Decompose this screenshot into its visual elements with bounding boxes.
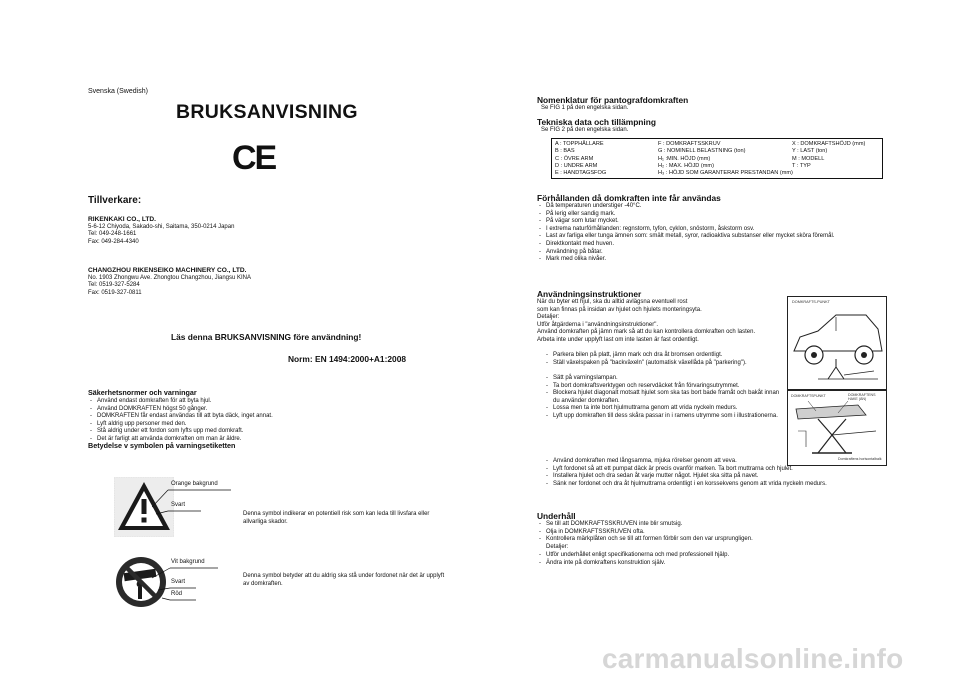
paragraph: När du byter ett hjul, ska du alltid avlägsna eventuell rost xyxy=(537,299,688,305)
symbol2-fg-label: Svart xyxy=(171,579,186,585)
maintenance-list-2 xyxy=(537,552,877,567)
table-row xyxy=(552,139,868,148)
company1-block xyxy=(88,216,368,246)
maintenance-heading: Underhåll xyxy=(537,511,576,521)
figure-label: DOMKRAFTS-PUNKT xyxy=(792,300,830,304)
table-row xyxy=(552,170,868,178)
table-row xyxy=(552,148,868,155)
instructions-sublist xyxy=(537,352,777,367)
tech-ref: Se FIG 2 på den engelska sidan. xyxy=(541,127,629,133)
nomenclature-heading: Nomenklatur för pantografdomkraften xyxy=(537,95,689,105)
list-item: - Lyft aldrig upp personer med den. xyxy=(88,421,418,429)
car-silhouette-icon xyxy=(788,297,886,389)
maintenance-detail-label: Detaljer: xyxy=(546,544,569,550)
language-label: Svenska (Swedish) xyxy=(88,88,148,95)
table-cell: C : ÖVRE ARM xyxy=(555,155,594,162)
company1-address: 5-6-12 Chiyoda, Sakado-shi, Saitama, 350-0214 Japan xyxy=(88,223,235,230)
table-row xyxy=(552,156,868,163)
table-cell: E : HANDTAGSFOG xyxy=(555,170,607,177)
symbol2-leader-lines-icon xyxy=(150,558,220,618)
safety-heading: Säkerhetsnormer och varningar xyxy=(88,388,197,397)
company2-tel: Tel: 0519-327-5284 xyxy=(88,282,140,289)
figure-label: DOMKRAFTENS HAKE (ÄN) xyxy=(848,393,876,402)
conditions-list xyxy=(537,203,877,264)
paragraph: Arbeta inte under upplyft last om inte lasten är fast ordentligt. xyxy=(537,336,699,343)
instructions-heading: Användningsinstruktioner xyxy=(537,289,642,299)
norm-label: Norm: EN 1494:2000+A1:2008 xyxy=(288,354,407,364)
table-cell: M : MODELL xyxy=(792,155,825,162)
list-item: - Blockera hjulet diagonalt motsatt hjulet som ska tas bort bade framåt och bakåt innan du använder domkraften. xyxy=(537,390,783,405)
read-notice: Läs denna BRUKSANVISNING före användning! xyxy=(171,332,362,342)
company2-fax: Fax: 0519-327-0811 xyxy=(88,289,142,296)
table-cell: X : DOMKRAFTSHÖJD (mm) xyxy=(792,141,866,147)
symbol1-fg-label: Svart xyxy=(171,502,186,508)
list-item: - Ställ växelspaken på "backväxeln" (automatisk växellåda på "parkering"). xyxy=(537,360,777,368)
list-item: - Installera hjulet och dra sedan åt varje mutter något. Hjulet ska sitta på navet. xyxy=(537,473,917,481)
list-item: - I extrema naturförhållanden: regnstorm, tyfon, cyklon, snöstorm, åskstorm osv. xyxy=(537,226,877,234)
symbol1-description: Denna symbol indikerar en potentiell risk som kan leda till livsfara eller allvarliga skador. xyxy=(243,511,430,525)
figure-label: DOMKRAFTSPUNKT xyxy=(791,394,826,398)
company2-block xyxy=(88,267,388,297)
table-cell: G : NOMINELL BELASTNING (ton) xyxy=(658,148,746,155)
list-item: - Lyft fordonet så att ett pumpat däck är precis ovanför marken. Ta bort muttrarna och hjulet. xyxy=(537,466,917,474)
list-item: - Använd endast domkraften för att byta hjul. xyxy=(88,398,418,406)
symbols-heading: Betydelse v symbolen på varningsetiketten xyxy=(88,441,236,450)
list-item: - Sänk ner fordonet och dra åt hjulmuttrarna ordentligt i en korssekvens genom att vrida nyckeln medurs. xyxy=(537,481,917,489)
company2-name: CHANGZHOU RIKENSEIKO MACHINERY CO., LTD. xyxy=(88,267,247,274)
list-item: - DOMKRAFTEN får endast användas till att byta däck, inget annat. xyxy=(88,413,418,421)
table-cell: Y : LAST (ton) xyxy=(792,148,828,155)
list-item: - Utför underhållet enligt specifikationerna och med professionell hjälp. xyxy=(537,552,877,560)
list-item: - Se till att DOMKRAFTSSKRUVEN inte blir smutsig. xyxy=(537,521,877,529)
table-cell: D : UNDRE ARM xyxy=(555,162,598,169)
list-item: - Mark med olika nivåer. xyxy=(537,256,877,264)
table-cell: T : TYP xyxy=(792,162,811,169)
conditions-heading: Förhållanden då domkraften inte får användas xyxy=(537,193,721,203)
table-cell: H₂ : MAX. HÖJD (mm) xyxy=(658,162,714,169)
list-item: - Då temperaturen understiger -40°C. xyxy=(537,203,877,211)
list-item: - Olja in DOMKRAFTSSKRUVEN ofta. xyxy=(537,529,877,537)
nomenclature-ref: Se FIG 1 på den engelska sidan. xyxy=(541,105,629,111)
list-item: - Ändra inte på domkraftens konstruktion själv. xyxy=(537,560,877,568)
jack-detail-icon xyxy=(788,391,886,465)
site-watermark: carmanualsonline.info xyxy=(602,643,904,674)
paragraph: Detaljer: xyxy=(537,314,560,321)
table-cell: H₃ : HÖJD SOM GARANTERAR PRESTANDAN (mm) xyxy=(658,170,793,177)
safety-list xyxy=(88,398,418,444)
list-item: - Kontrollera märkplåten och se till att formen förblir som den var ursprungligen. xyxy=(537,536,877,544)
table-cell: B : BAS xyxy=(555,148,575,155)
maintenance-list xyxy=(537,521,877,544)
list-item: - Last av farliga eller tunga ämnen som: smält metall, syror, radioaktiva substanser eller mycket sköra föremål. xyxy=(537,233,877,241)
list-item: - Det är farligt att använda domkraften om man är äldre. xyxy=(88,436,418,444)
company1-fax: Fax: 049-284-4340 xyxy=(88,238,139,245)
symbol1-bg-label: Orange bakgrund xyxy=(171,481,218,487)
ce-mark-icon: CE xyxy=(232,139,276,177)
list-item: - Stå aldrig under ett fordon som lyfts upp med domkraft. xyxy=(88,428,418,436)
car-jack-figure xyxy=(787,296,887,390)
symbol2-red-label: Röd xyxy=(171,591,183,597)
jacking-point-figure xyxy=(787,390,887,466)
spec-table xyxy=(551,138,883,179)
list-item: - Sätt på varningslampan. xyxy=(537,375,783,383)
paragraph: Utför åtgärderna i "användningsinstruktioner". xyxy=(537,321,658,328)
instructions-intro xyxy=(537,299,777,345)
table-cell: A : TOPPHÅLLARE xyxy=(555,141,604,147)
company2-address: No. 1903 Zhongwu Ave. Zhongtou Changzhou, Jiangsu KINA xyxy=(88,274,251,281)
paragraph: som kan finnas på insidan av hjulet och hjulets monteringsyta. xyxy=(537,306,702,313)
list-item: - Direktkontakt med huven. xyxy=(537,241,877,249)
symbol2-description: Denna symbol betyder att du aldrig ska stå under fordonet när det är upplyft av domkraften. xyxy=(243,573,445,587)
list-item: - Ta bort domkraftsverktygen och reservdäcket från förvaringsutrymmet. xyxy=(537,383,783,391)
manufacturer-heading: Tillverkare: xyxy=(88,195,142,206)
paragraph: Använd domkraften på jämn mark så att du kan kontrollera domkraften och lasten. xyxy=(537,329,756,336)
list-item: - På vägar som lutar mycket. xyxy=(537,218,877,226)
company1-tel: Tel: 049-248-1661 xyxy=(88,231,137,238)
list-item: - På lerig eller sandig mark. xyxy=(537,211,877,219)
list-item: - Använd DOMKRAFTEN högst 50 gånger. xyxy=(88,406,418,414)
instructions-list xyxy=(537,375,783,421)
list-item: - Lossa men ta inte bort hjulmuttrarna genom att vrida nyckeln medurs. xyxy=(537,405,783,413)
company1-name: RIKENKAKI CO., LTD. xyxy=(88,216,157,223)
list-item: - Lyft upp domkraften till dess skåra passar in i ramens utrymme som i illustrationerna. xyxy=(537,413,783,421)
list-item: - Använd domkraften med långsamma, mjuka rörelser genom att veva. xyxy=(537,458,917,466)
symbol2-bg-label: Vit bakgrund xyxy=(171,559,205,565)
figure-label: Domkraftens horisontalbalk xyxy=(838,457,882,461)
manual-title: BRUKSANVISNING xyxy=(176,101,358,123)
list-item: - Parkera bilen på platt, jämn mark och dra åt bromsen ordentligt. xyxy=(537,352,777,360)
tech-heading: Tekniska data och tillämpning xyxy=(537,117,656,127)
table-cell: F : DOMKRAFTSSKRUV xyxy=(658,141,721,147)
list-item: - Användning på båtar. xyxy=(537,249,877,257)
table-cell: H₁ :MIN. HÖJD (mm) xyxy=(658,155,711,162)
